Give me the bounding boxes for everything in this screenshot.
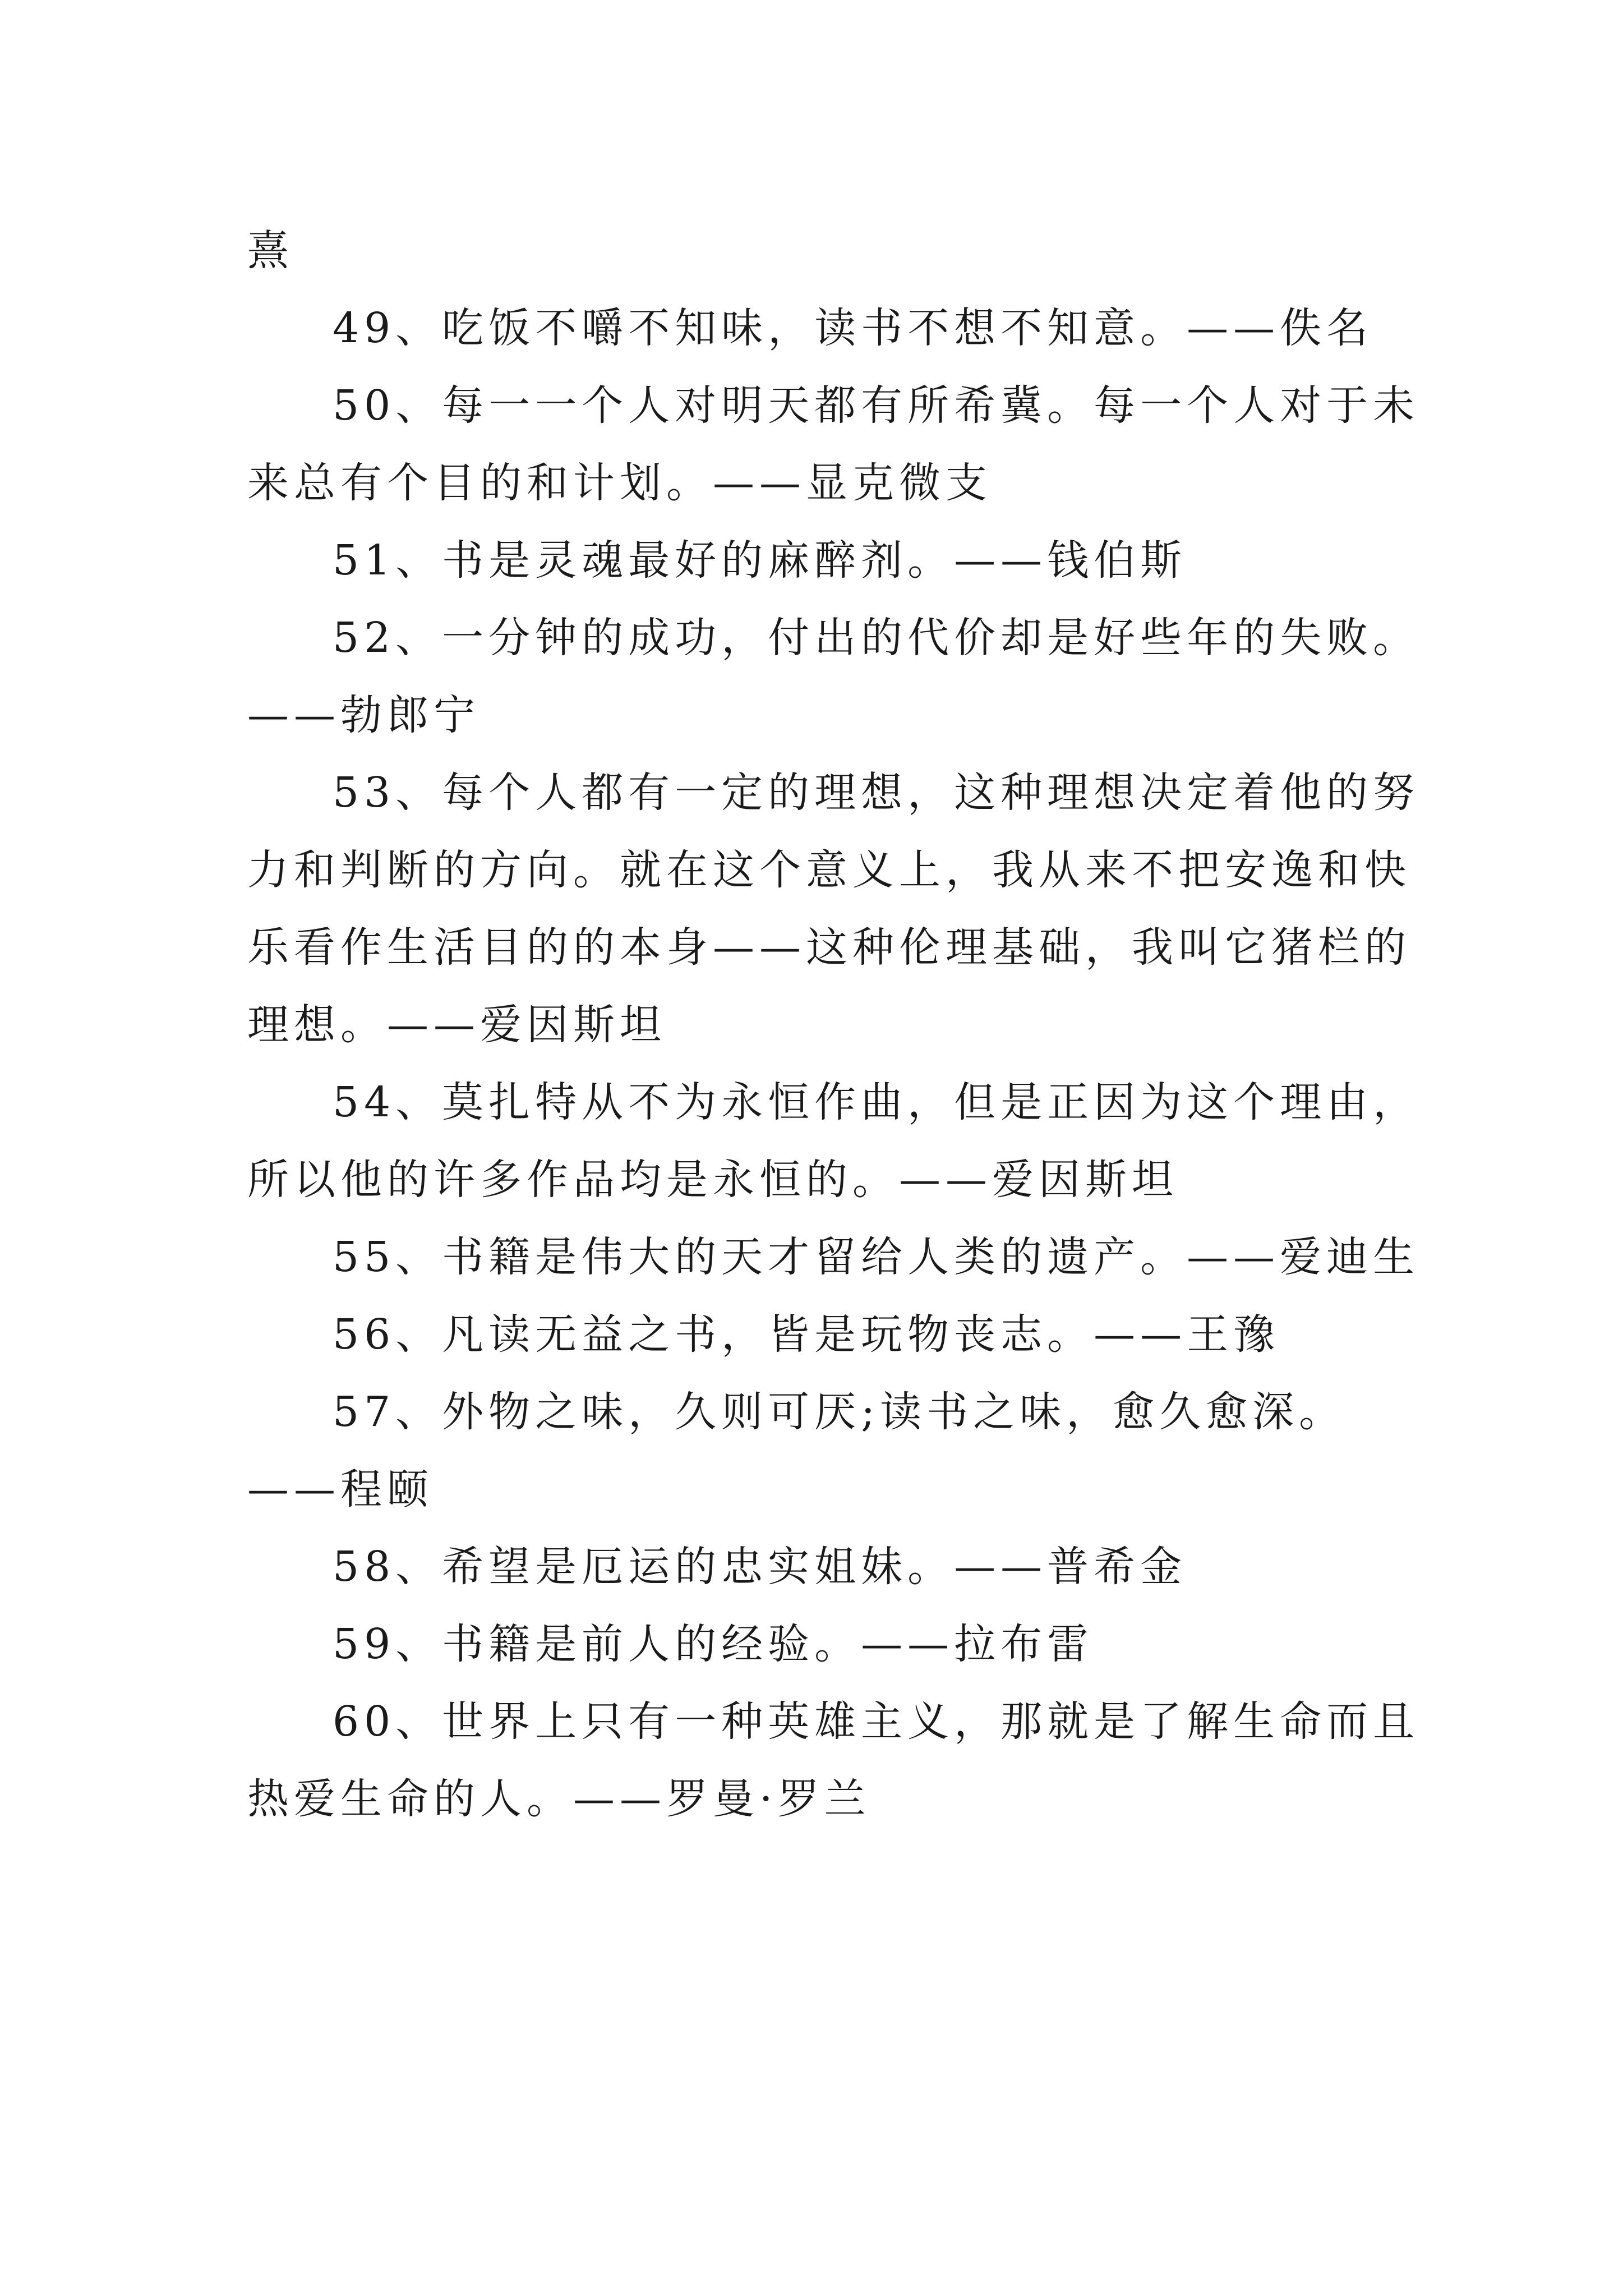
quote-56: 56、凡读无益之书，皆是玩物丧志。——王豫 (333, 1310, 1280, 1359)
document-body (247, 212, 1425, 1838)
quote-53: 53、每个人都有一定的理想，这种理想决定着他的努力和判断的方向。就在这个意义上，我从来不把安逸和快乐看作生活目的的本身——这种伦理基础，我叫它猪栏的理想。——爱因斯坦 (247, 769, 1420, 1049)
quote-59: 59、书籍是前人的经验。——拉布雷 (333, 1620, 1094, 1668)
quote-52: 52、一分钟的成功，付出的代价却是好些年的失败。——勃郎宁 (247, 614, 1420, 739)
quote-57: 57、外物之味，久则可厌;读书之味，愈久愈深。——程颐 (247, 1388, 1346, 1513)
quote-58: 58、希望是厄运的忠实姐妹。——普希金 (333, 1543, 1187, 1591)
quote-51: 51、书是灵魂最好的麻醉剂。——钱伯斯 (333, 536, 1187, 585)
quote-49: 49、吃饭不嚼不知味，读书不想不知意。——佚名 (333, 304, 1373, 352)
paragraph-continuation: 熹 (247, 227, 294, 275)
quote-55: 55、书籍是伟大的天才留给人类的遗产。——爱迪生 (333, 1233, 1420, 1281)
quote-50: 50、每一一个人对明天都有所希冀。每一个人对于未来总有个目的和计划。——显克微支 (247, 381, 1420, 507)
quote-54: 54、莫扎特从不为永恒作曲，但是正因为这个理由，所以他的许多作品均是永恒的。——爱因斯坦 (247, 1078, 1420, 1204)
quote-60: 60、世界上只有一种英雄主义，那就是了解生命而且热爱生命的人。——罗曼·罗兰 (247, 1697, 1420, 1823)
